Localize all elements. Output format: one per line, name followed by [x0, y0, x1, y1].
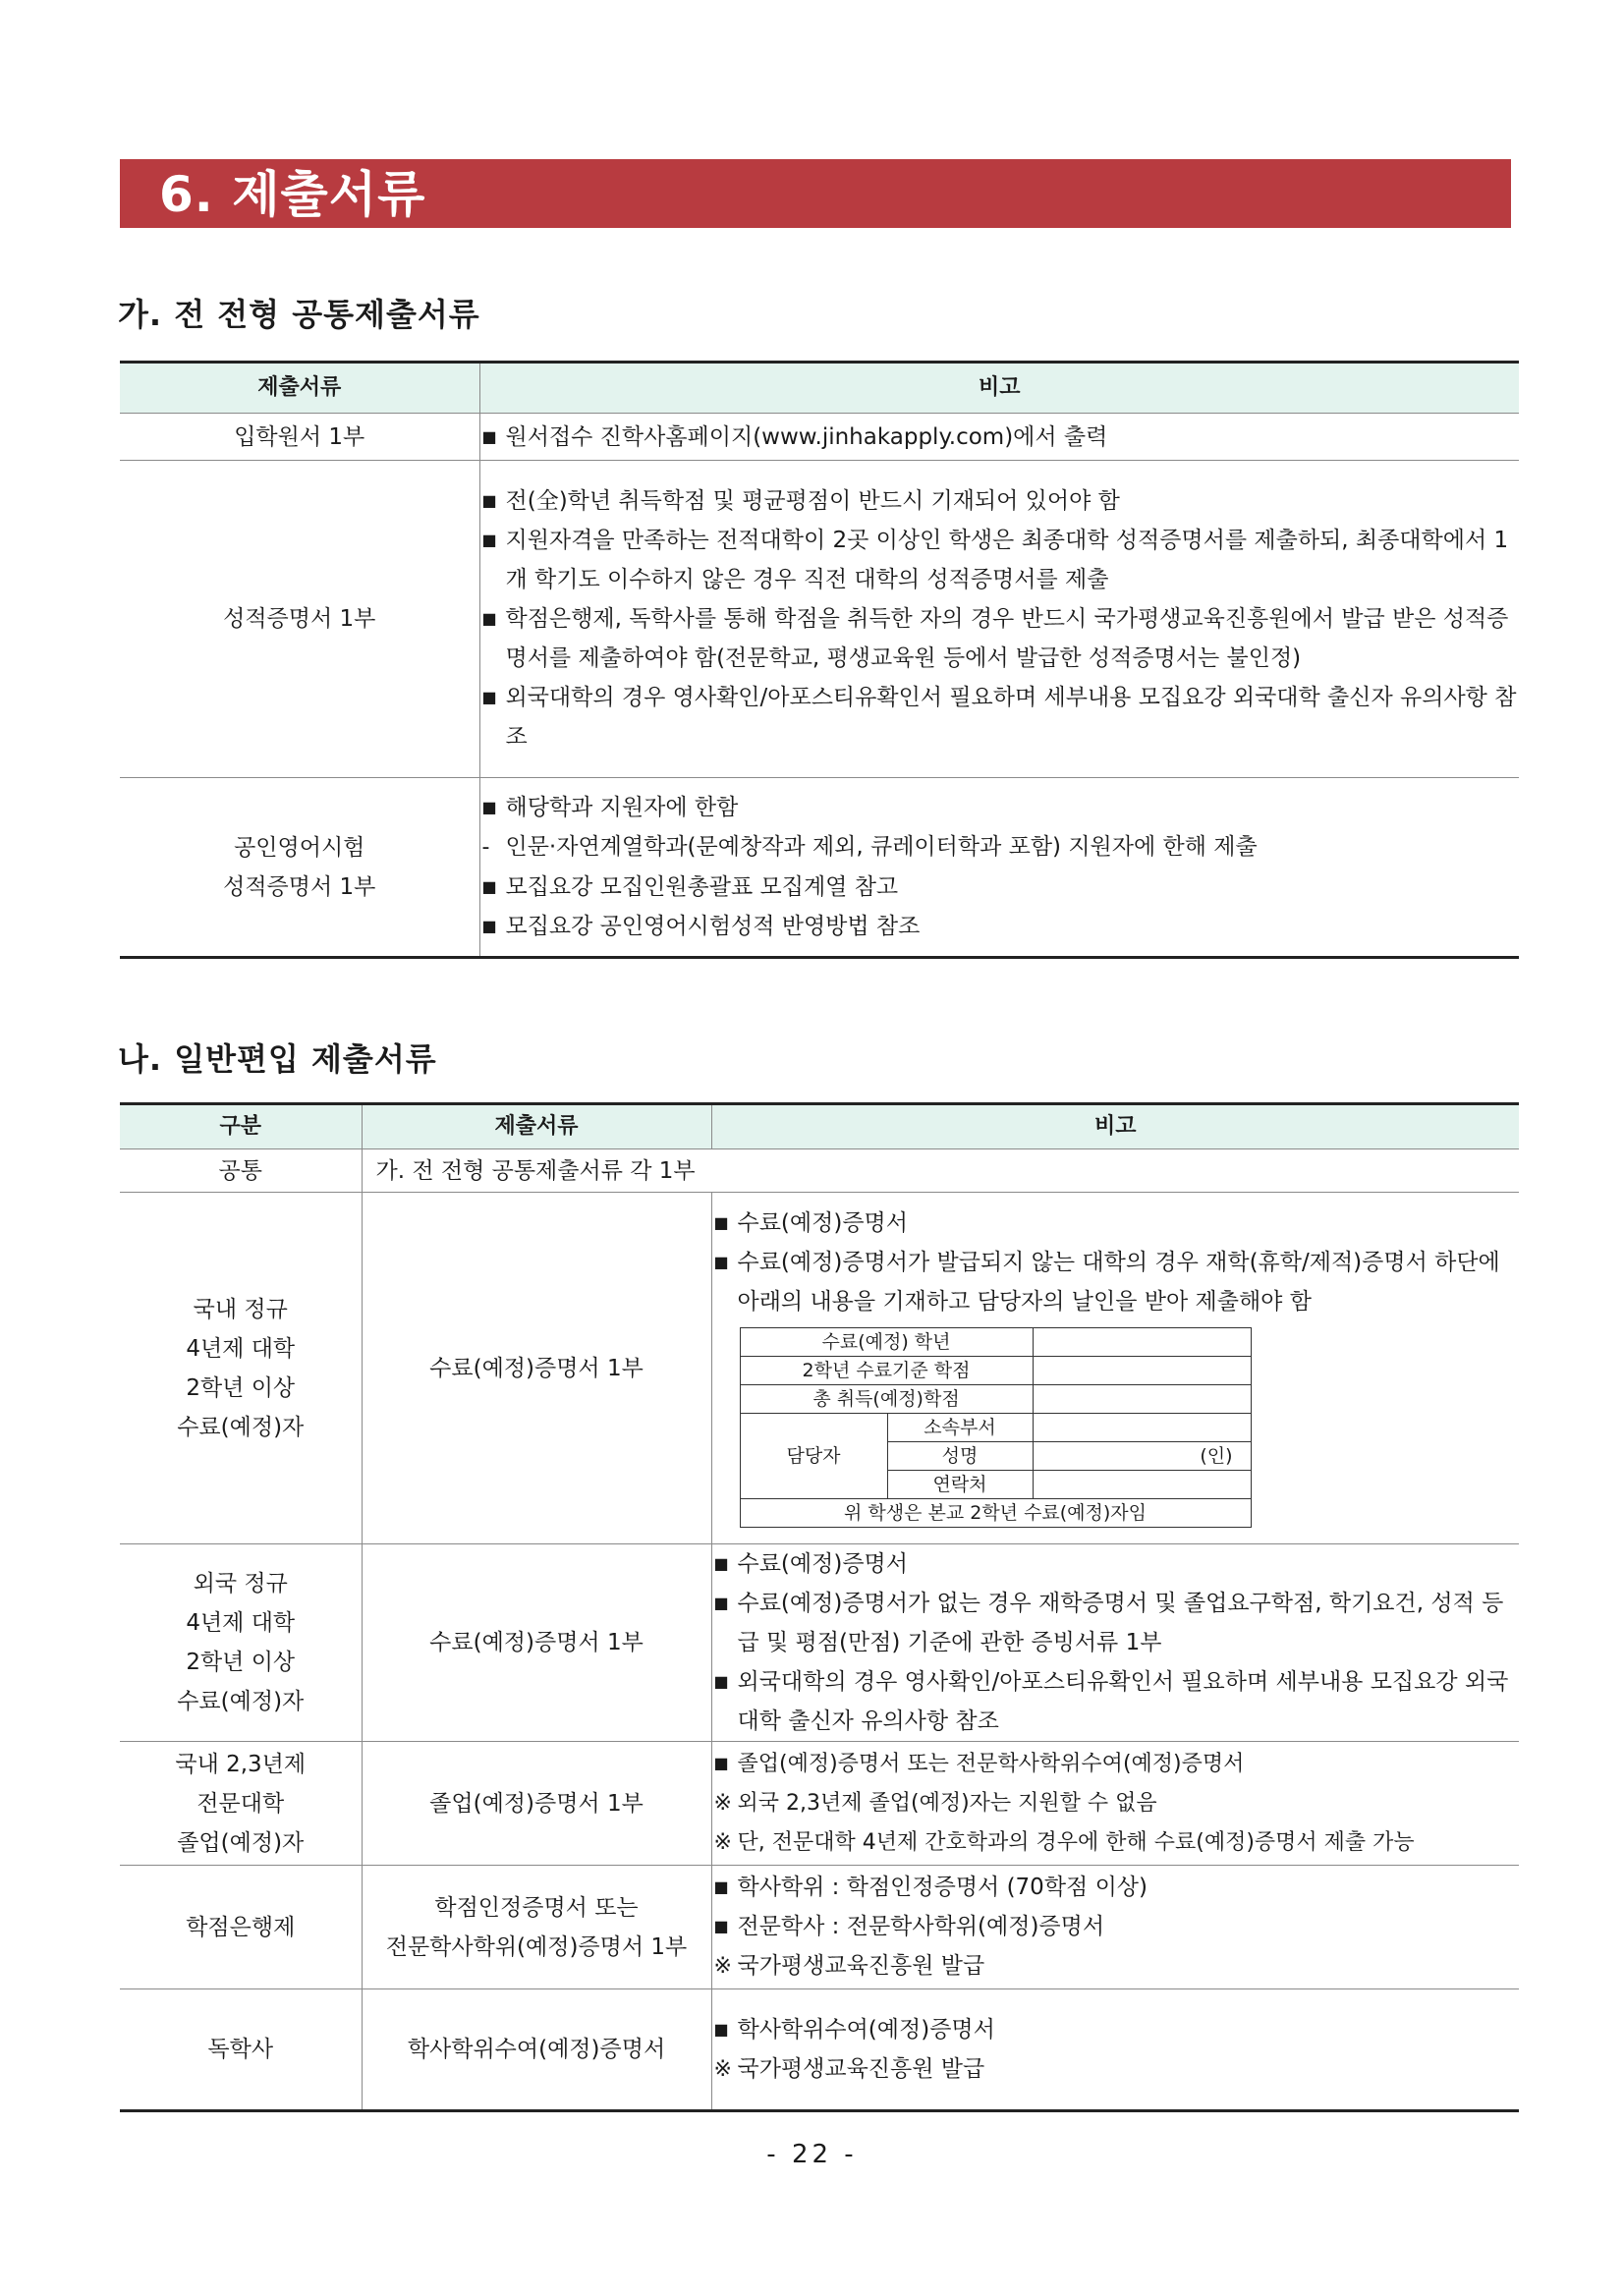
bullet-square-icon: ■: [481, 426, 497, 446]
bullet-square-icon: ■: [713, 1754, 729, 1772]
form-label: 성명: [887, 1441, 1033, 1470]
list-item: ■ 해당학과 지원자에 한함: [480, 788, 1520, 827]
table-header-row: [120, 363, 1519, 414]
dash-icon: -: [481, 835, 490, 860]
table-row: [120, 1866, 1519, 1989]
doc-cell: 입학원서 1부: [120, 414, 479, 461]
list-item: ■ 원서접수 진학사홈페이지(www.jinhakapply.com)에서 출력: [480, 418, 1520, 457]
bullet-square-icon: ■: [481, 917, 497, 935]
notes-cell: [711, 1544, 1519, 1742]
completion-form-table: [740, 1327, 1252, 1528]
doc-cell: 학점인정증명서 또는 전문학사학위(예정)증명서 1부: [362, 1866, 711, 1989]
bullet-square-icon: ■: [713, 1877, 729, 1896]
column-header-docs: 제출서류: [362, 1104, 711, 1149]
list-item: ※ 단, 전문대학 4년제 간호학과의 경우에 한해 수료(예정)증명서 제출 가능: [712, 1823, 1520, 1863]
list-item: ■ 모집요강 모집인원총괄표 모집계열 참고: [480, 868, 1520, 907]
table-header-row: [120, 1104, 1519, 1149]
notes-cell: [479, 461, 1519, 778]
table-row: [120, 1149, 1519, 1193]
doc-cell: 학사학위수여(예정)증명서: [362, 1989, 711, 2111]
bullet-square-icon: ■: [713, 1672, 729, 1691]
subsection-title-b: 나. 일반편입 제출서류: [118, 1040, 437, 1078]
notes-cell: [479, 778, 1519, 958]
list-item: ■ 학사학위수여(예정)증명서: [712, 2010, 1520, 2049]
list-item: ■ 전(全)학년 취득학점 및 평균평점이 반드시 기재되어 있어야 함: [480, 481, 1520, 521]
list-item: ※ 국가평생교육진흥원 발급: [712, 2049, 1520, 2090]
list-item: ■ 수료(예정)증명서: [712, 1544, 1520, 1584]
list-item: ■ 수료(예정)증명서가 없는 경우 재학증명서 및 졸업요구학점, 학기요건, 성적 등급 및 평점(만점) 기준에 관한 증빙서류 1부: [712, 1584, 1520, 1662]
type-cell: 학점은행제: [120, 1866, 362, 1989]
column-header-notes: 비고: [479, 363, 1519, 414]
type-cell: 외국 정규 4년제 대학 2학년 이상 수료(예정)자: [120, 1544, 362, 1742]
type-cell: 공통: [120, 1149, 362, 1193]
general-transfer-documents-table: [120, 1102, 1519, 2112]
bullet-square-icon: ■: [713, 1554, 729, 1573]
seal-mark: (인): [1033, 1441, 1251, 1470]
section-banner: [120, 159, 1511, 228]
form-label: 소속부서: [887, 1413, 1033, 1441]
reference-mark-icon: ※: [713, 2056, 732, 2082]
column-header-notes: 비고: [711, 1104, 1519, 1149]
table-row: [120, 414, 1519, 461]
bullet-square-icon: ■: [481, 531, 497, 549]
doc-cell: 가. 전 전형 공통제출서류 각 1부: [362, 1149, 1519, 1193]
doc-cell: 성적증명서 1부: [120, 461, 479, 778]
form-value: [1033, 1413, 1251, 1441]
list-item: ■ 모집요강 공인영어시험성적 반영방법 참조: [480, 907, 1520, 946]
form-value: [1033, 1327, 1251, 1356]
table-row: [120, 778, 1519, 958]
notes-cell: [479, 414, 1519, 461]
doc-cell: 수료(예정)증명서 1부: [362, 1193, 711, 1544]
table-row: [120, 1989, 1519, 2111]
section-heading: 6. 제출서류: [159, 166, 426, 223]
reference-mark-icon: ※: [713, 1791, 732, 1816]
page-number: - 22 -: [766, 2140, 858, 2169]
common-documents-table: [120, 361, 1519, 959]
bullet-square-icon: ■: [713, 1252, 729, 1271]
type-cell: 독학사: [120, 1989, 362, 2111]
doc-cell: 수료(예정)증명서 1부: [362, 1544, 711, 1742]
form-value: [1033, 1384, 1251, 1413]
form-label: 총 취득(예정)학점: [740, 1384, 1033, 1413]
form-value: [1033, 1356, 1251, 1384]
notes-cell: [711, 1742, 1519, 1866]
subsection-title-a: 가. 전 전형 공통제출서류: [118, 296, 480, 333]
notes-cell: [711, 1989, 1519, 2111]
bullet-square-icon: ■: [481, 491, 497, 510]
bullet-square-icon: ■: [713, 1917, 729, 1935]
list-item: ■ 학점은행제, 독학사를 통해 학점을 취득한 자의 경우 반드시 국가평생교육진흥원에서 발급 받은 성적증명서를 제출하여야 함(전문학교, 평생교육원 등에서 발급한 성적증명서는 불인정): [480, 599, 1520, 678]
list-item: ※ 외국 2,3년제 졸업(예정)자는 지원할 수 없음: [712, 1784, 1520, 1823]
form-value: [1033, 1470, 1251, 1498]
bullet-square-icon: ■: [481, 798, 497, 816]
list-item: ■ 외국대학의 경우 영사확인/아포스티유확인서 필요하며 세부내용 모집요강 외국대학 출신자 유의사항 참조: [480, 678, 1520, 756]
list-item: ■ 지원자격을 만족하는 전적대학이 2곳 이상인 학생은 최종대학 성적증명서를 제출하되, 최종대학에서 1개 학기도 이수하지 않은 경우 직전 대학의 성적증명서를 제출: [480, 521, 1520, 599]
list-item: ■ 졸업(예정)증명서 또는 전문학사학위수여(예정)증명서: [712, 1744, 1520, 1784]
notes-cell: [711, 1866, 1519, 1989]
list-item: - 인문·자연계열학과(문예창작과 제외, 큐레이터학과 포함) 지원자에 한해 제출: [480, 827, 1520, 868]
doc-cell: 졸업(예정)증명서 1부: [362, 1742, 711, 1866]
bullet-square-icon: ■: [713, 2019, 729, 2039]
type-cell: 국내 정규 4년제 대학 2학년 이상 수료(예정)자: [120, 1193, 362, 1544]
table-row: [120, 1742, 1519, 1866]
list-item: ■ 수료(예정)증명서가 발급되지 않는 대학의 경우 재학(휴학/제적)증명서 하단에 아래의 내용을 기재하고 담당자의 날인을 받아 제출해야 함: [712, 1243, 1520, 1321]
bullet-square-icon: ■: [481, 609, 497, 628]
table-row: [120, 1544, 1519, 1742]
column-header-type: 구분: [120, 1104, 362, 1149]
form-label: 연락처: [887, 1470, 1033, 1498]
list-item: ■ 학사학위 : 학점인정증명서 (70학점 이상): [712, 1868, 1520, 1907]
list-item: ■ 수료(예정)증명서: [712, 1204, 1520, 1243]
list-item: ※ 국가평생교육진흥원 발급: [712, 1946, 1520, 1987]
list-item: ■ 전문학사 : 전문학사학위(예정)증명서: [712, 1907, 1520, 1946]
type-cell: 국내 2,3년제 전문대학 졸업(예정)자: [120, 1742, 362, 1866]
bullet-square-icon: ■: [481, 688, 497, 706]
bullet-square-icon: ■: [713, 1212, 729, 1232]
bullet-square-icon: ■: [481, 877, 497, 896]
reference-mark-icon: ※: [713, 1830, 732, 1855]
form-label: 담당자: [740, 1413, 887, 1498]
bullet-square-icon: ■: [713, 1594, 729, 1612]
column-header-docs: 제출서류: [120, 363, 479, 414]
doc-cell: 공인영어시험 성적증명서 1부: [120, 778, 479, 958]
notes-cell: [711, 1193, 1519, 1544]
table-row: [120, 1193, 1519, 1544]
list-item: ■ 외국대학의 경우 영사확인/아포스티유확인서 필요하며 세부내용 모집요강 외국대학 출신자 유의사항 참조: [712, 1662, 1520, 1741]
form-label: 수료(예정) 학년: [740, 1327, 1033, 1356]
form-label: 2학년 수료기준 학점: [740, 1356, 1033, 1384]
form-footer: 위 학생은 본교 2학년 수료(예정)자임: [740, 1498, 1251, 1527]
table-row: [120, 461, 1519, 778]
reference-mark-icon: ※: [713, 1954, 732, 1979]
